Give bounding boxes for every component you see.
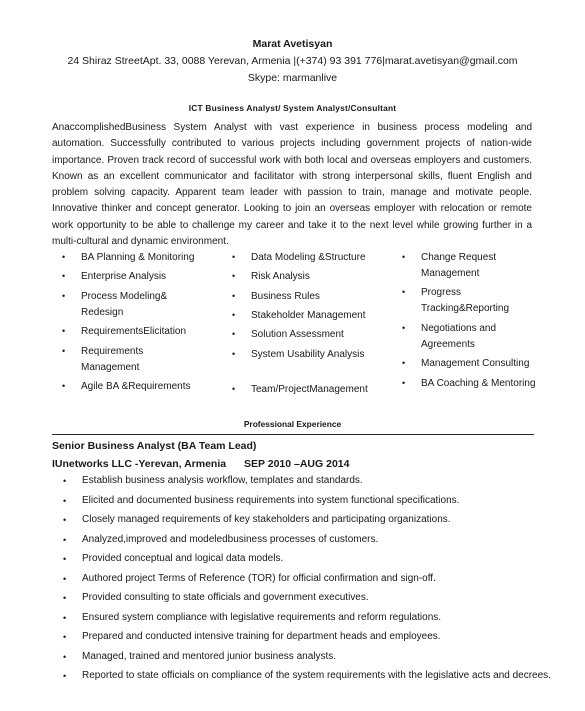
section-divider: [52, 434, 534, 435]
skill-item: • Management Consulting: [421, 356, 529, 372]
bullet-icon: •: [62, 346, 66, 356]
duty-item: • Analyzed,improved and modeledbusiness processes of customers.: [63, 533, 379, 545]
job-title: Senior Business Analyst (BA Team Lead): [52, 440, 257, 452]
bullet-icon: •: [63, 515, 67, 525]
company-name: IUnetworks LLC -Yerevan, Armenia: [52, 458, 227, 470]
duty-item: • Authored project Terms of Reference (TOR) for official confirmation and sign-off.: [63, 572, 436, 584]
bullet-icon: •: [232, 384, 236, 394]
bullet-icon: •: [62, 381, 66, 391]
candidate-name: Marat Avetisyan: [252, 38, 333, 50]
skill-item: • System Usability Analysis: [251, 347, 364, 363]
bullet-icon: •: [63, 534, 67, 545]
duty-item: • Closely managed requirements of key stakeholders and participating organizations.: [63, 514, 451, 525]
bullet-icon: •: [402, 287, 406, 297]
bullet-icon: •: [62, 252, 66, 262]
contact-skype: Skype: marmanlive: [247, 72, 338, 84]
skill-item: • Risk Analysis: [251, 269, 310, 285]
skill-item: • Enterprise Analysis: [81, 269, 166, 285]
skill-item: • Stakeholder Management: [251, 308, 366, 324]
skill-item: • Process Modeling& Redesign: [62, 291, 168, 318]
skill-item: • Data Modeling &Structure: [251, 250, 366, 266]
bullet-icon: •: [63, 554, 67, 564]
bullet-icon: •: [63, 671, 67, 681]
skill-item: • Progress Tracking&Reporting: [402, 287, 510, 314]
bullet-icon: •: [402, 252, 406, 262]
duty-item: • Elicited and documented business requirements into system functional specifications.: [63, 494, 460, 506]
bullet-icon: •: [232, 271, 236, 281]
professional-summary: AnaccomplishedBusiness System Analyst with vast experience in business process modeling and automation. Successfully contributed to various projects including government projects of nation-wide importance. Proven track record of successful work with both local and overseas employers and customers. Known as an excellent communicator and facilitator with strong interpersonal skills, fluent English and problem solving capacity. Apparent team leader with passion to train, manage and motivate people. Innovative thinker and concept generator. Looking to join an overseas employer with relocation or remote work opportunity to be able to challenge my career and take it to the next level while growing further in a multi-cultural and dynamic environment.: [52, 122, 532, 248]
bullet-icon: •: [402, 358, 406, 368]
skill-item: • Change Request Management: [402, 252, 497, 279]
duty-item: • Provided conceptual and logical data models.: [63, 553, 284, 564]
bullet-icon: •: [62, 291, 66, 301]
duty-item: • Establish business analysis workflow, templates and standards.: [63, 475, 363, 486]
bullet-icon: •: [402, 378, 406, 388]
bullet-icon: •: [232, 329, 236, 339]
duty-item: • Ensured system compliance with legislative requirements and reform regulations.: [63, 611, 442, 623]
bullet-icon: •: [232, 291, 236, 301]
skill-item: • BA Coaching & Mentoring: [421, 376, 536, 392]
bullet-icon: •: [63, 651, 67, 662]
skill-item: • Requirements Management: [62, 346, 144, 373]
skill-item: • BA Planning & Monitoring: [81, 250, 194, 266]
bullet-icon: •: [232, 310, 236, 320]
bullet-icon: •: [63, 593, 67, 603]
bullet-icon: •: [63, 612, 67, 623]
skill-item: • Solution Assessment: [251, 327, 344, 343]
duty-item: • Managed, trained and mentored junior business analysts.: [63, 650, 337, 662]
bullet-icon: •: [63, 632, 67, 642]
bullet-icon: •: [63, 476, 67, 486]
contact-address: 24 Shiraz StreetApt. 33, 0088 Yerevan, Armenia |(+374) 93 391 776|marat.avetisyan@gmail.com: [67, 55, 518, 67]
skill-item: • Agile BA &Requirements: [81, 379, 191, 395]
section-title-experience: Professional Experience: [243, 419, 342, 429]
bullet-icon: •: [62, 271, 66, 281]
duty-item: • Reported to state officials on compliance of the system requirements with the legislative acts and decrees.: [63, 670, 551, 681]
skill-item: • Business Rules: [251, 289, 320, 305]
skill-item: • Negotiations and Agreements: [402, 323, 497, 350]
role-title: ICT Business Analyst/ System Analyst/Consultant: [188, 103, 397, 113]
duty-item: • Prepared and conducted intensive training for department heads and employees.: [63, 631, 441, 642]
bullet-icon: •: [232, 252, 236, 262]
employment-dates: SEP 2010 –AUG 2014: [244, 458, 350, 470]
bullet-icon: •: [62, 326, 66, 336]
bullet-icon: •: [402, 323, 406, 333]
bullet-icon: •: [63, 495, 67, 506]
skill-item: • RequirementsElicitation: [81, 324, 186, 340]
bullet-icon: •: [63, 573, 67, 584]
skill-item: • Team/ProjectManagement: [251, 382, 368, 398]
bullet-icon: •: [232, 349, 236, 359]
duty-item: • Provided consulting to state officials and government executives.: [63, 592, 369, 603]
